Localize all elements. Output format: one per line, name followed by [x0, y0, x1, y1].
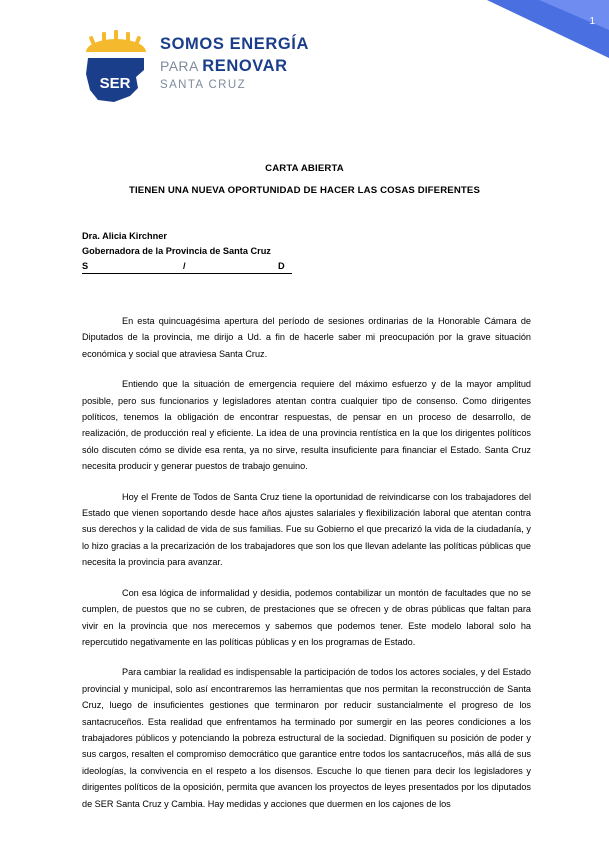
- logo-line-2-bold: RENOVAR: [202, 56, 288, 75]
- letter-paragraph: Hoy el Frente de Todos de Santa Cruz tiene la oportunidad de reivindicarse con los trabajadores del Estado que vienen soportando desde hace años ajustes salariales y flexibilización laboral que atentan contra sus derechos y la calidad de vida de sus familias. Fue su Gobierno el que precarizó la vida de la ciudadanía, y lo hizo gracias a la precarización de los trabajadores que son los que llevan adelante las políticas públicas que necesita la provincia para avanzar.: [82, 491, 531, 568]
- letter-paragraph: Para cambiar la realidad es indispensable la participación de todos los actores sociales, y del Estado provincial y municipal, solo así encontraremos las herramientas que nos permitan la reconstrucción de Santa Cruz, luego de insuficientes gestiones que terminaron por reducir sustancialmente el progreso de los santacruceños. Esta realidad que enfrentamos ha terminado por sumergir en las peores condiciones a los trabajadores públicos y potenciando la pobreza estructural de la sociedad. Dignifiquen su posición de poder y sus cargos, resalten el compromiso democrático que garantice entre todos los santacruceños, más allá de sus ideologías, la convivencia en el respeto a los disensos. Escuche lo que tienen para decir los legisladores y dirigentes políticos de la oposición, permita que avancen los proyectos de leyes presentados por los diputados de SER Santa Cruz y Cambia. Hay medidas y acciones que duermen en los cajones de los: [82, 667, 531, 809]
- letter-body: [82, 313, 531, 826]
- letter-paragraph: Con esa lógica de informalidad y desidia, podemos contabilizar un montón de facultades que no se cumplen, de puestos que no se cubren, de prestaciones que se ofrecen y de obras públicas que faltan para vivir en la provincia que nos merecemos y sabemos que podemos tener. Este modelo laboral solo ha repercutido negativamente en las políticas públicas y en los programas de Estado.: [82, 587, 531, 647]
- addressee-slash: /: [183, 261, 186, 271]
- addressee-rule: [82, 273, 292, 274]
- brand-logo: [78, 30, 378, 106]
- svg-text:SER: SER: [99, 75, 131, 92]
- letter-paragraph: Entiendo que la situación de emergencia requiere del máximo esfuerzo y de la mayor amplitud posible, pero sus funcionarios y legisladores atentan contra cualquier tipo de consenso. Como dirigentes políticos, tenemos la obligación de encontrar respuestas, de pensar en un proceso de desarrollo, de realización, de producción real y eficiente. La idea de una provincia rentística en la que los dirigentes políticos sólo discuten cómo se divide esa renta, ya no sirve, resulta insuficiente para financiar el Estado. Santa Cruz necesita producir y generar puestos de trabajo genuino.: [82, 379, 531, 472]
- logo-line-1: SOMOS ENERGÍA: [160, 35, 309, 53]
- logo-line-2-light: PARA: [160, 57, 203, 74]
- logo-wordmark: [160, 36, 309, 92]
- logo-mark-icon: [78, 30, 154, 106]
- addressee-s: S: [82, 261, 89, 271]
- addressee-block: [82, 231, 535, 275]
- letter-paragraph: En esta quincuagésima apertura del período de sesiones ordinarias de la Honorable Cámara de Diputados de la provincia, me dirijo a Ud. a fin de hacerle saber mi preocupación por la grave situación económica y social que atraviesa Santa Cruz.: [82, 316, 531, 359]
- logo-line-3: SANTA CRUZ: [160, 79, 246, 91]
- page-number: 1: [589, 16, 595, 27]
- addressee-role: Gobernadora de la Provincia de Santa Cruz: [82, 246, 271, 256]
- addressee-d: D: [278, 261, 285, 271]
- page-corner-ribbon: [487, 0, 609, 92]
- document-title-block: [78, 163, 531, 196]
- addressee-name: Dra. Alicia Kirchner: [82, 231, 167, 241]
- ribbon-shape-highlight: [539, 0, 609, 30]
- page-title: CARTA ABIERTA: [265, 163, 344, 174]
- addressee-sd-row: [82, 261, 292, 275]
- page-subtitle: TIENEN UNA NUEVA OPORTUNIDAD DE HACER LAS COSAS DIFERENTES: [128, 185, 481, 196]
- logo-line-2: [160, 58, 309, 75]
